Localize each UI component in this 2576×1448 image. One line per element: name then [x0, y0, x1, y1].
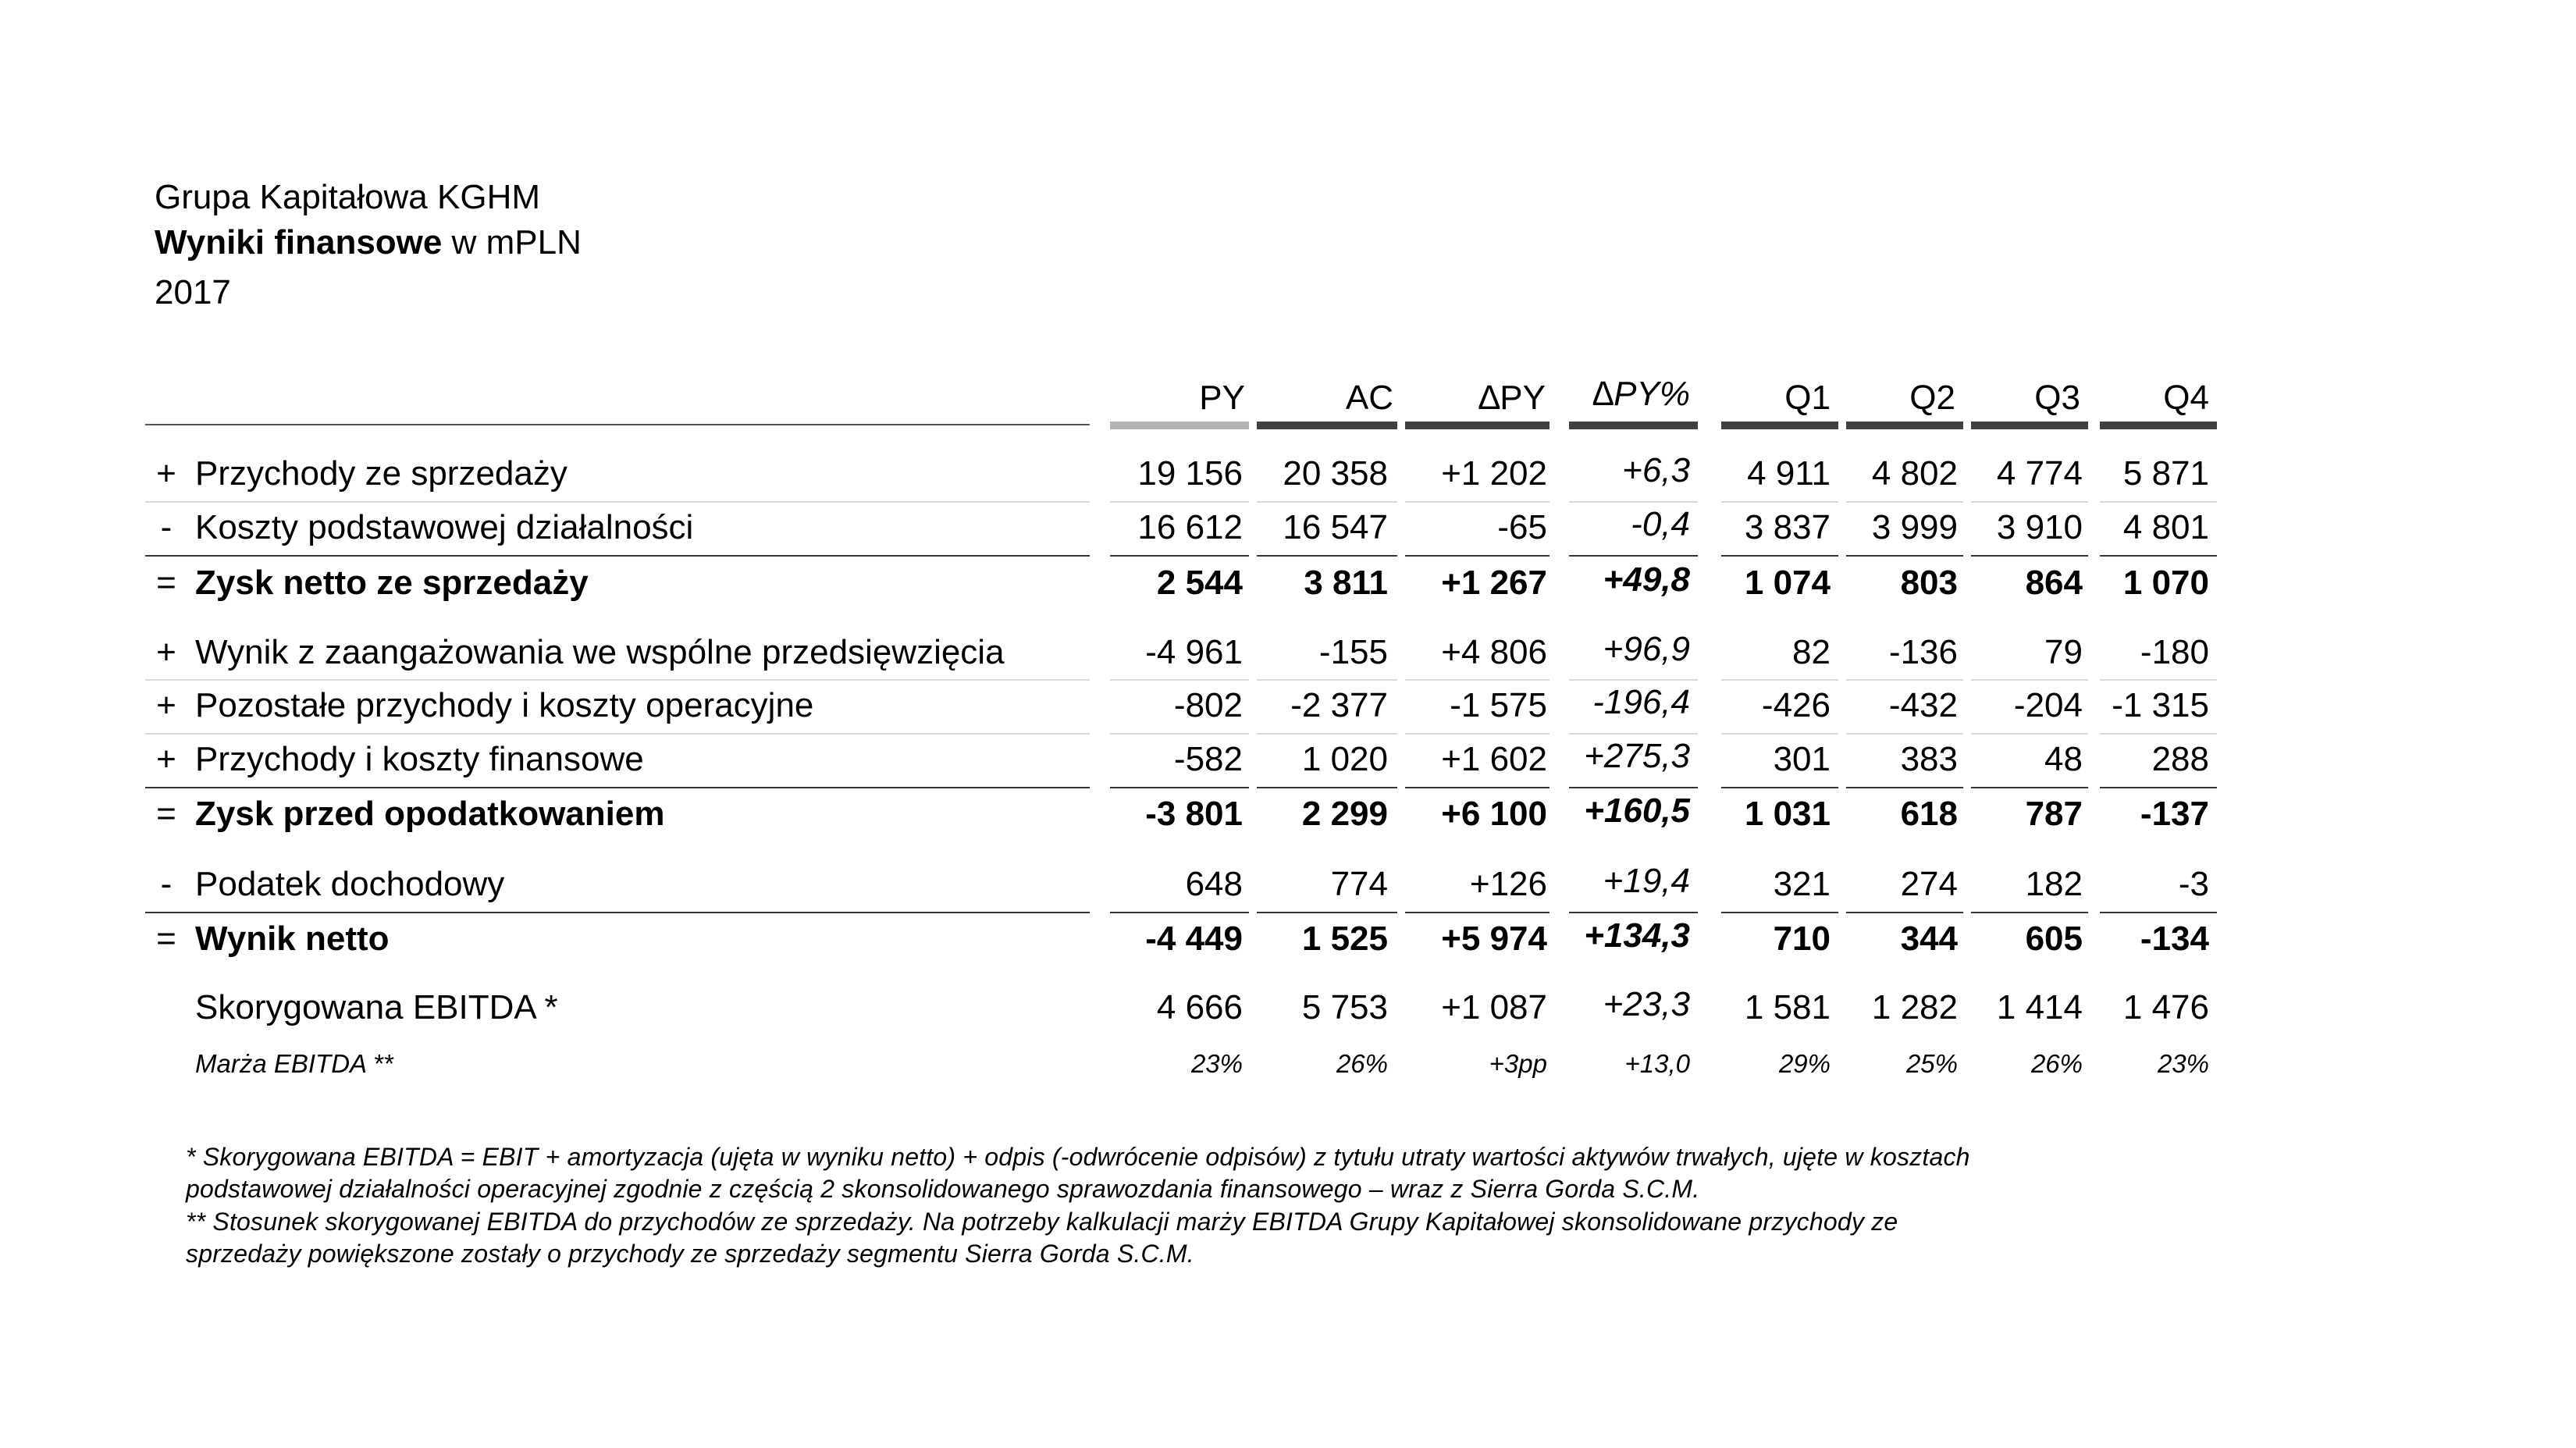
- column-header-q2: Q2: [1909, 379, 1955, 417]
- cell-py: 648: [1185, 865, 1243, 903]
- subtotal-rule-cell-line: [1971, 555, 2088, 557]
- column-bar-q3: [1971, 422, 2088, 429]
- report-title: [155, 223, 582, 262]
- cell-q1: 301: [1773, 740, 1831, 778]
- row-separator-cell-line: [1110, 733, 1249, 735]
- cell-ac: 3 811: [1304, 564, 1388, 602]
- cell-q4: -134: [2140, 920, 2209, 958]
- cell-q1: 1 074: [1744, 564, 1831, 602]
- cell-q1: 29%: [1778, 1049, 1831, 1078]
- subtotal-rule-label-line: [145, 555, 1090, 557]
- footnote-1-line-1: * Skorygowana EBITDA = EBIT + amortyzacja (ujęta w wyniku netto) + odpis (-odwrócenie odpisów) z tytułu utraty wartości aktywów trwałych, ujęte w kosztach: [186, 1143, 1970, 1171]
- subtotal-rule-cell-line: [1405, 787, 1550, 788]
- cell-q4: 4 801: [2122, 508, 2209, 546]
- footnote-1-line-2: podstawowej działalności operacyjnej zgodnie z częścią 2 skonsolidowanego sprawozdania finansowego – wraz z Sierra Gorda S.C.M.: [186, 1175, 1700, 1203]
- cell-q2: 383: [1900, 740, 1958, 778]
- cell-q1: 1 031: [1744, 795, 1831, 833]
- cell-py: -4 449: [1145, 920, 1243, 958]
- report-title-bold: Wyniki finansowe: [155, 223, 443, 261]
- column-bar-delta-py-pct: [1569, 422, 1698, 429]
- row-label: Pozostałe przychody i koszty operacyjne: [195, 686, 814, 724]
- row-separator-cell-line: [1721, 733, 1838, 735]
- cell-q4: 1 476: [2122, 988, 2209, 1026]
- column-header-q1: Q1: [1784, 379, 1831, 417]
- subtotal-rule-label-line: [145, 912, 1090, 913]
- cell-ac: -2 377: [1290, 686, 1388, 724]
- cell-py: 23%: [1190, 1049, 1243, 1078]
- column-header-q3: Q3: [2034, 379, 2080, 417]
- cell-q1: 1 581: [1744, 988, 1831, 1026]
- cell-delta-py: +4 806: [1441, 633, 1547, 671]
- company-name: Grupa Kapitałowa KGHM: [155, 178, 540, 216]
- cell-py: -4 961: [1145, 633, 1243, 671]
- cell-q3: 4 774: [1996, 454, 2083, 493]
- cell-q3: 182: [2025, 865, 2083, 903]
- column-header-q4: Q4: [2163, 379, 2209, 417]
- column-bar-py: [1110, 422, 1249, 429]
- cell-ac: 20 358: [1283, 454, 1388, 493]
- row-separator-cell-line: [1405, 733, 1550, 735]
- cell-ac: 5 753: [1301, 988, 1388, 1026]
- cell-q4: -137: [2140, 795, 2209, 833]
- cell-q3: 79: [2044, 633, 2083, 671]
- row-operator: +: [156, 633, 176, 671]
- cell-delta-py: -1 575: [1450, 686, 1547, 724]
- cell-q3: 787: [2025, 795, 2083, 833]
- subtotal-rule-cell-line: [1721, 912, 1838, 913]
- subtotal-rule-cell-line: [1405, 555, 1550, 557]
- cell-q2: -432: [1888, 686, 1958, 724]
- cell-py: -802: [1173, 686, 1243, 724]
- column-header-delta-py: ∆PY: [1478, 379, 1546, 417]
- cell-q1: 82: [1792, 633, 1831, 671]
- row-label: Wynik netto: [195, 920, 390, 958]
- row-separator-label-line: [145, 679, 1090, 681]
- cell-delta-py: +1 267: [1441, 564, 1547, 602]
- report-title-unit: w mPLN: [442, 223, 582, 261]
- subtotal-rule-cell-line: [1569, 912, 1698, 913]
- cell-q3: 864: [2025, 564, 2083, 602]
- cell-py: -3 801: [1145, 795, 1243, 833]
- cell-q2: 4 802: [1871, 454, 1958, 493]
- row-label: Zysk przed opodatkowaniem: [195, 795, 665, 833]
- cell-q3: 3 910: [1996, 508, 2083, 546]
- subtotal-rule-cell-line: [1971, 912, 2088, 913]
- row-operator: =: [156, 795, 176, 833]
- cell-py: 19 156: [1137, 454, 1243, 493]
- cell-q1: 4 911: [1747, 454, 1831, 493]
- cell-ac: -155: [1318, 633, 1388, 671]
- subtotal-rule-cell-line: [1257, 912, 1397, 913]
- cell-delta-py: +1 087: [1441, 988, 1547, 1026]
- row-separator-cell-line: [1971, 501, 2088, 503]
- cell-q4: -1 315: [2112, 686, 2209, 724]
- cell-q2: 344: [1900, 920, 1958, 958]
- column-bar-q1: [1721, 422, 1838, 429]
- cell-delta-py-pct: +160,5: [1584, 792, 1690, 830]
- cell-q2: 25%: [1905, 1049, 1958, 1078]
- cell-q4: 23%: [2157, 1049, 2209, 1078]
- subtotal-rule-cell-line: [1846, 555, 1963, 557]
- row-label: Koszty podstawowej działalności: [195, 508, 694, 546]
- row-operator: +: [156, 740, 176, 778]
- cell-q2: -136: [1888, 633, 1958, 671]
- cell-delta-py-pct: +6,3: [1622, 451, 1690, 489]
- subtotal-rule-cell-line: [1405, 912, 1550, 913]
- cell-delta-py-pct: +134,3: [1584, 916, 1690, 955]
- footnote-2-line-2: sprzedaży powiększone zostały o przychody ze sprzedaży segmentu Sierra Gorda S.C.M.: [186, 1240, 1194, 1268]
- cell-q3: 1 414: [1996, 988, 2083, 1026]
- row-operator: =: [156, 920, 176, 958]
- cell-q3: 26%: [2030, 1049, 2083, 1078]
- row-separator-cell-line: [1257, 501, 1397, 503]
- cell-delta-py-pct: +275,3: [1584, 737, 1690, 775]
- cell-delta-py: +1 602: [1441, 740, 1547, 778]
- row-separator-cell-line: [1721, 679, 1838, 681]
- cell-delta-py-pct: +23,3: [1603, 985, 1690, 1023]
- cell-ac: 774: [1330, 865, 1388, 903]
- row-separator-cell-line: [1846, 733, 1963, 735]
- row-separator-label-line: [145, 733, 1090, 735]
- subtotal-rule-cell-line: [1110, 555, 1249, 557]
- cell-py: -582: [1173, 740, 1243, 778]
- row-separator-cell-line: [2100, 733, 2217, 735]
- subtotal-rule-cell-line: [1721, 787, 1838, 788]
- subtotal-rule-cell-line: [1721, 555, 1838, 557]
- cell-delta-py: +5 974: [1441, 920, 1547, 958]
- row-label: Skorygowana EBITDA *: [195, 988, 558, 1026]
- row-label: Zysk netto ze sprzedaży: [195, 564, 589, 602]
- row-separator-cell-line: [1569, 679, 1698, 681]
- cell-q1: -426: [1761, 686, 1831, 724]
- row-operator: +: [156, 686, 176, 724]
- column-bar-delta-py: [1405, 422, 1550, 429]
- cell-ac: 2 299: [1301, 795, 1388, 833]
- cell-ac: 1 020: [1301, 740, 1388, 778]
- report-year: 2017: [155, 273, 231, 311]
- row-separator-cell-line: [1405, 679, 1550, 681]
- cell-delta-py: +6 100: [1441, 795, 1547, 833]
- cell-delta-py: +3pp: [1489, 1049, 1547, 1078]
- subtotal-rule-cell-line: [2100, 912, 2217, 913]
- cell-py: 2 544: [1156, 564, 1243, 602]
- cell-ac: 1 525: [1301, 920, 1388, 958]
- row-operator: +: [156, 454, 176, 493]
- cell-ac: 16 547: [1283, 508, 1388, 546]
- row-label: Podatek dochodowy: [195, 865, 505, 903]
- header-underline: [145, 424, 1090, 425]
- row-label: Przychody i koszty finansowe: [195, 740, 644, 778]
- cell-delta-py-pct: -196,4: [1592, 683, 1690, 721]
- cell-delta-py-pct: +96,9: [1603, 630, 1690, 668]
- cell-q3: -204: [2013, 686, 2083, 724]
- cell-py: 16 612: [1137, 508, 1243, 546]
- cell-delta-py: +1 202: [1441, 454, 1547, 493]
- cell-ac: 26%: [1336, 1049, 1388, 1078]
- subtotal-rule-cell-line: [1257, 555, 1397, 557]
- subtotal-rule-cell-line: [2100, 787, 2217, 788]
- cell-q4: -3: [2178, 865, 2209, 903]
- row-separator-cell-line: [1846, 501, 1963, 503]
- row-separator-cell-line: [1971, 733, 2088, 735]
- cell-q2: 3 999: [1871, 508, 1958, 546]
- subtotal-rule-cell-line: [1110, 787, 1249, 788]
- row-separator-cell-line: [1569, 501, 1698, 503]
- cell-q3: 48: [2044, 740, 2083, 778]
- cell-delta-py: -65: [1497, 508, 1547, 546]
- subtotal-rule-cell-line: [1971, 787, 2088, 788]
- row-separator-cell-line: [1721, 501, 1838, 503]
- column-bar-ac: [1257, 422, 1397, 429]
- row-separator-cell-line: [1405, 501, 1550, 503]
- column-header-delta-py-pct: ∆PY%: [1592, 375, 1690, 413]
- cell-q3: 605: [2025, 920, 2083, 958]
- row-separator-cell-line: [2100, 679, 2217, 681]
- subtotal-rule-cell-line: [2100, 555, 2217, 557]
- row-separator-cell-line: [1846, 679, 1963, 681]
- column-bar-q4: [2100, 422, 2217, 429]
- row-separator-cell-line: [1257, 679, 1397, 681]
- cell-q2: 803: [1900, 564, 1958, 602]
- row-separator-label-line: [145, 501, 1090, 503]
- cell-q4: 1 070: [2122, 564, 2209, 602]
- row-operator: -: [160, 508, 173, 546]
- subtotal-rule-cell-line: [1569, 555, 1698, 557]
- cell-delta-py-pct: -0,4: [1631, 505, 1690, 543]
- row-separator-cell-line: [2100, 501, 2217, 503]
- row-separator-cell-line: [1110, 501, 1249, 503]
- cell-q4: 5 871: [2122, 454, 2209, 493]
- column-header-py: PY: [1199, 379, 1245, 417]
- row-operator: =: [156, 564, 176, 602]
- cell-q1: 3 837: [1744, 508, 1831, 546]
- cell-q1: 710: [1773, 920, 1831, 958]
- subtotal-rule-label-line: [145, 787, 1090, 788]
- row-label: Marża EBITDA **: [195, 1049, 393, 1078]
- row-separator-cell-line: [1569, 733, 1698, 735]
- column-header-ac: AC: [1345, 379, 1393, 417]
- cell-q4: 288: [2151, 740, 2209, 778]
- cell-q1: 321: [1773, 865, 1831, 903]
- row-label: Wynik z zaangażowania we wspólne przedsięwzięcia: [195, 633, 1005, 671]
- subtotal-rule-cell-line: [1846, 787, 1963, 788]
- row-separator-cell-line: [1971, 679, 2088, 681]
- cell-delta-py-pct: +49,8: [1603, 560, 1690, 599]
- subtotal-rule-cell-line: [1257, 787, 1397, 788]
- footnote-2-line-1: ** Stosunek skorygowanej EBITDA do przychodów ze sprzedaży. Na potrzeby kalkulacji marży EBITDA Grupy Kapitałowej skonsolidowane przychody ze: [186, 1208, 1898, 1236]
- cell-delta-py-pct: +19,4: [1603, 862, 1690, 900]
- cell-py: 4 666: [1156, 988, 1243, 1026]
- subtotal-rule-cell-line: [1846, 912, 1963, 913]
- cell-q2: 618: [1900, 795, 1958, 833]
- cell-q2: 274: [1900, 865, 1958, 903]
- cell-delta-py-pct: +13,0: [1624, 1049, 1690, 1078]
- row-separator-cell-line: [1257, 733, 1397, 735]
- cell-q2: 1 282: [1871, 988, 1958, 1026]
- row-separator-cell-line: [1110, 679, 1249, 681]
- row-operator: -: [160, 865, 173, 903]
- subtotal-rule-cell-line: [1569, 787, 1698, 788]
- cell-q4: -180: [2140, 633, 2209, 671]
- column-bar-q2: [1846, 422, 1963, 429]
- subtotal-rule-cell-line: [1110, 912, 1249, 913]
- cell-delta-py: +126: [1469, 865, 1547, 903]
- row-label: Przychody ze sprzedaży: [195, 454, 568, 493]
